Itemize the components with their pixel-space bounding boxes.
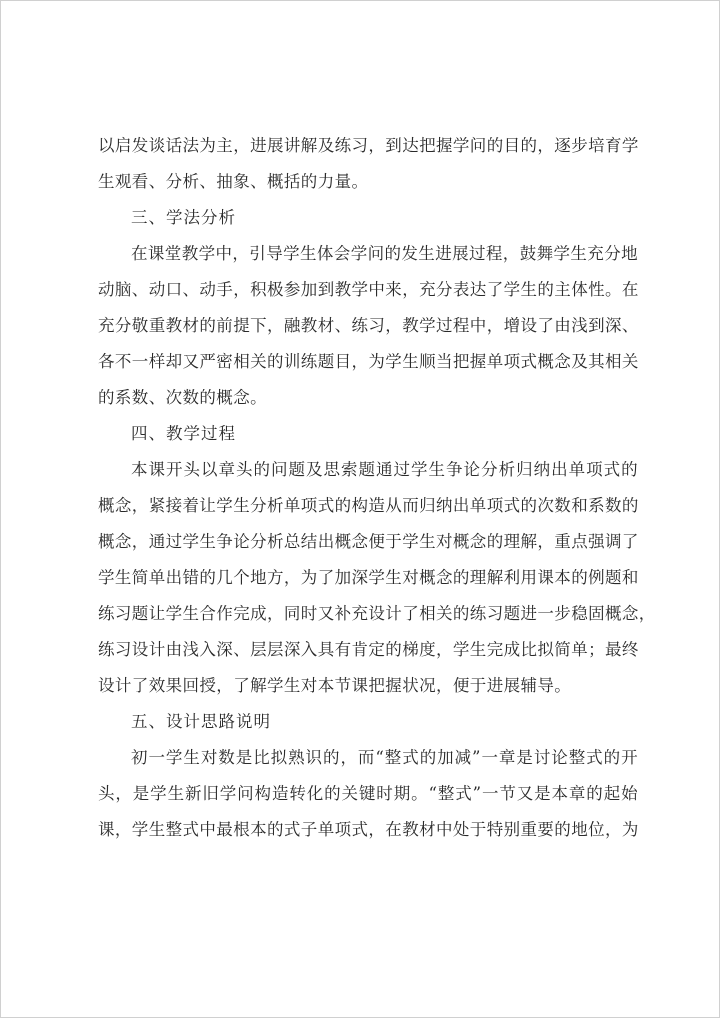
- text-line: 以启发谈话法为主，进展讲解及练习，到达把握学问的目的，逐步培育学: [98, 136, 639, 155]
- text-line: 课，学生整式中最根本的式子单项式，在教材中处于特别重要的地位，为: [98, 820, 639, 839]
- section-heading-study-method: 三、学法分析: [131, 208, 236, 227]
- text-line: 充分敬重教材的前提下，融教材、练习，教学过程中，增设了由浅到深、: [98, 316, 639, 335]
- paragraph-study-method: [98, 236, 638, 416]
- paragraph-design-rationale: [98, 740, 638, 848]
- text-line: 头，是学生新旧学问构造转化的关键时期。“整式”一节又是本章的起始: [98, 784, 638, 803]
- text-line: 各不一样却又严密相关的训练题目，为学生顺当把握单项式概念及其相关: [98, 352, 639, 371]
- text-line: 初一学生对数是比拟熟识的，而“整式的加减”一章是讨论整式的开: [131, 748, 638, 767]
- text-line: 概念，通过学生争论分析总结出概念便于学生对概念的理解，重点强调了: [98, 532, 639, 551]
- text-line: 动脑、动口、动手，积极参加到教学中来，充分表达了学生的主体性。在: [98, 280, 639, 299]
- text-line: 设计了效果回授，了解学生对本节课把握状况，便于进展辅导。: [98, 676, 572, 695]
- text-line: 生观看、分析、抽象、概括的力量。: [98, 172, 369, 191]
- text-line: 在课堂教学中，引导学生体会学问的发生进展过程，鼓舞学生充分地: [131, 244, 638, 263]
- paragraph-teaching-method: [98, 128, 638, 200]
- text-line: 概念，紧接着让学生分析单项式的构造从而归纳出单项式的次数和系数的: [98, 496, 639, 515]
- text-line: 学生简单出错的几个地方，为了加深学生对概念的理解利用课本的例题和: [98, 568, 639, 587]
- text-line: 的系数、次数的概念。: [98, 388, 267, 407]
- text-line: 练习设计由浅入深、层层深入具有肯定的梯度，学生完成比拟简单；最终: [98, 640, 639, 659]
- section-heading-design-rationale: 五、设计思路说明: [131, 712, 271, 731]
- section-heading-teaching-process: 四、教学过程: [131, 424, 236, 443]
- paragraph-teaching-process: [98, 452, 656, 704]
- text-line: 练习题让学生合作完成，同时又补充设计了相关的练习题进一步稳固概念，: [98, 604, 656, 623]
- document-body: [98, 128, 656, 848]
- text-line: 本课开头以章头的问题及思索题通过学生争论分析归纳出单项式的: [131, 460, 638, 479]
